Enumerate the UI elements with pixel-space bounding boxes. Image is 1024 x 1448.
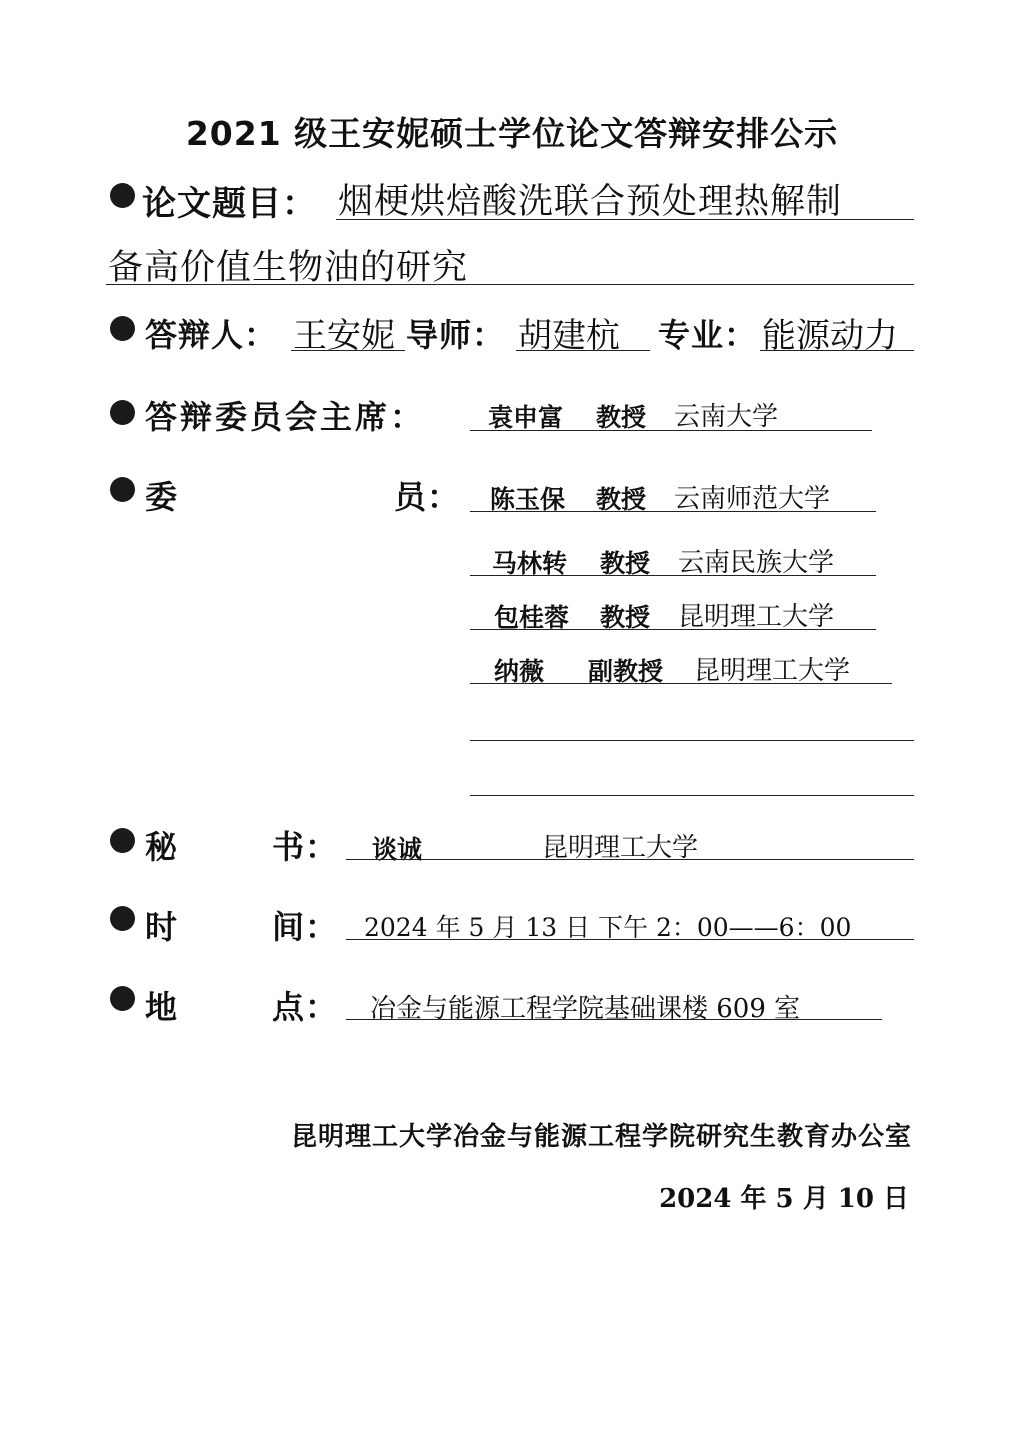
issue-date: 2024 年 5 月 10 日	[659, 1184, 909, 1214]
time-value: 2024 年 5 月 13 日 下午 2：00——6：00	[364, 913, 852, 942]
thesis-title-line2: 备高价值生物油的研究	[108, 248, 469, 288]
secretary-institution: 昆明理工大学	[542, 833, 699, 863]
member-1-name: 陈玉保	[490, 485, 566, 514]
chair-label: 答辩委员会主席：	[145, 398, 426, 436]
member-4-rank: 副教授	[588, 657, 664, 686]
chair-underline	[470, 430, 872, 431]
bullet-place	[110, 986, 135, 1011]
member-blank-line-1	[470, 740, 914, 741]
member-4-name: 纳薇	[494, 657, 545, 686]
secretary-name: 谈诚	[372, 835, 423, 864]
thesis-underline-1	[336, 219, 914, 220]
secretary-underline	[346, 859, 914, 860]
time-underline	[346, 939, 914, 940]
member-4-underline	[470, 683, 892, 684]
advisor-name: 胡建杭	[518, 316, 620, 356]
secretary-label-2: 书：	[272, 828, 339, 866]
bullet-secretary	[110, 828, 135, 853]
advisor-label: 导师：	[406, 316, 506, 354]
bullet-chair	[110, 400, 135, 425]
member-1-institution: 云南师范大学	[674, 484, 831, 514]
members-label-2: 员：	[394, 478, 461, 516]
bullet-thesis	[110, 183, 135, 208]
advisor-underline	[516, 350, 650, 351]
candidate-underline	[291, 350, 405, 351]
major-underline	[760, 350, 914, 351]
thesis-label: 论文题目：	[142, 184, 317, 224]
major-label: 专业：	[658, 316, 758, 354]
bullet-defense	[110, 316, 135, 341]
members-label-1: 委	[145, 478, 179, 516]
member-3-institution: 昆明理工大学	[678, 602, 835, 632]
time-label-1: 时	[145, 908, 179, 946]
page-title: 2021 级王安妮硕士学位论文答辩安排公示	[185, 114, 839, 153]
member-1-rank: 教授	[596, 485, 647, 514]
time-label-2: 间：	[272, 908, 339, 946]
member-3-rank: 教授	[600, 603, 651, 632]
member-3-name: 包桂蓉	[494, 603, 570, 632]
bullet-members	[110, 477, 135, 502]
chair-institution: 云南大学	[674, 402, 779, 432]
chair-rank: 教授	[596, 403, 647, 432]
chair-name: 袁申富	[488, 403, 564, 432]
place-underline	[346, 1019, 882, 1020]
place-label-2: 点：	[272, 988, 339, 1026]
member-2-name: 马林转	[492, 549, 568, 578]
place-value: 冶金与能源工程学院基础课楼 609 室	[370, 994, 801, 1024]
member-2-underline	[470, 575, 876, 576]
member-4-institution: 昆明理工大学	[694, 656, 851, 686]
issuing-office: 昆明理工大学冶金与能源工程学院研究生教育办公室	[290, 1122, 912, 1152]
candidate-name: 王安妮	[293, 316, 395, 356]
member-2-rank: 教授	[600, 549, 651, 578]
bullet-time	[110, 906, 135, 931]
major-name: 能源动力	[762, 316, 898, 356]
member-1-underline	[470, 511, 876, 512]
member-2-institution: 云南民族大学	[678, 548, 835, 578]
thesis-title-line1: 烟梗烘焙酸洗联合预处理热解制	[338, 182, 843, 222]
thesis-underline-2	[106, 284, 914, 285]
member-3-underline	[470, 629, 876, 630]
candidate-label: 答辩人：	[145, 316, 278, 354]
place-label-1: 地	[145, 988, 179, 1026]
secretary-label-1: 秘	[145, 828, 179, 866]
member-blank-line-2	[470, 795, 914, 796]
